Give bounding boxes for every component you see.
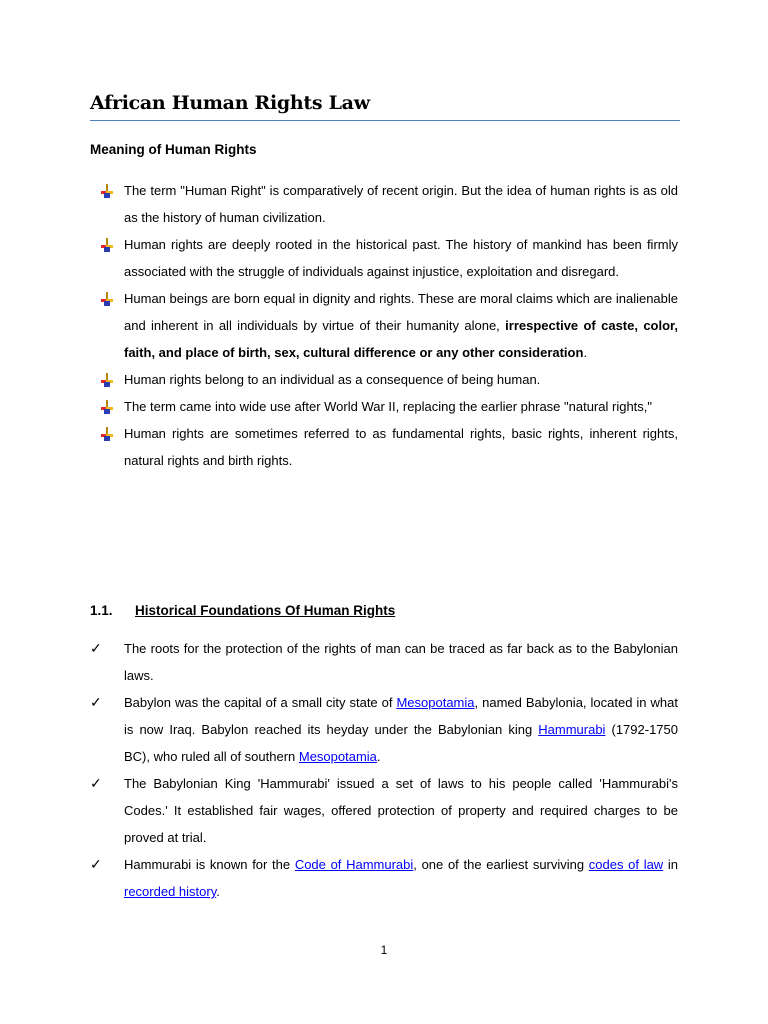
pushpin-bullet-icon (100, 427, 114, 441)
checkmark-icon: ✓ (90, 694, 102, 710)
pushpin-bullet-icon (100, 400, 114, 414)
history-checklist (90, 635, 679, 905)
item-text: , named Babylonia, located in what is now Iraq. Babylon reached its heyday under the Babylonian king (124, 695, 678, 737)
link-mesopotamia[interactable]: Mesopotamia (298, 749, 377, 764)
list-item (90, 689, 678, 770)
link-recorded-history[interactable]: recorded history (124, 884, 217, 899)
item-text: The Babylonian King 'Hammurabi' issued a set of laws to his people called 'Hammurabi's Codes.' It established fair wages, offered protection of property and required charges to be proved at trial. (124, 776, 678, 845)
item-text: The term came into wide use after World War II, replacing the earlier phrase "natural rights," (124, 399, 653, 414)
item-text: . (216, 884, 220, 899)
bold-text: irrespective of caste, color, faith, and place of birth, sex, cultural difference or any other consideration (124, 318, 679, 360)
link-hammurabi[interactable]: Hammurabi (538, 722, 606, 737)
list-item (100, 177, 678, 231)
list-item (100, 366, 678, 393)
list-item (100, 393, 678, 420)
list-item (100, 285, 678, 366)
checkmark-icon: ✓ (90, 640, 102, 656)
item-text: . (583, 345, 588, 360)
item-text: The term "Human Right" is comparatively of recent origin. But the idea of human rights is as old as the history of human civilization. (124, 183, 678, 225)
item-text: The roots for the protection of the rights of man can be traced as far back as to the Babylonian laws. (124, 641, 678, 683)
item-text: Babylon was the capital of a small city state of (124, 695, 397, 710)
list-item (90, 635, 678, 689)
link-codes-of-law[interactable]: codes of law (588, 857, 664, 872)
page-number: 1 (380, 943, 388, 957)
pushpin-bullet-icon (100, 184, 114, 198)
section-heading (90, 603, 395, 618)
checkmark-icon: ✓ (90, 775, 102, 791)
item-text: in (663, 857, 679, 872)
document-title: African Human Rights Law (90, 92, 680, 121)
item-text: (1792-1750 BC), who ruled all of southern (124, 722, 678, 764)
item-text: Human rights belong to an individual as a consequence of being human. (124, 372, 541, 387)
pushpin-bullet-icon (100, 292, 114, 306)
list-item (90, 851, 679, 905)
list-item (90, 770, 678, 851)
item-text: , one of the earliest surviving (413, 857, 589, 872)
pushpin-bullet-icon (100, 238, 114, 252)
meaning-bullet-list (100, 177, 678, 474)
section-number: 1.1. (90, 603, 113, 618)
subheading: Meaning of Human Rights (90, 142, 257, 157)
item-text: Human rights are deeply rooted in the historical past. The history of mankind has been firmly associated with the struggle of individuals against injustice, exploitation and disregard. (124, 237, 678, 279)
list-item (100, 420, 678, 474)
link-code-of-hammurabi[interactable]: Code of Hammurabi (294, 857, 414, 872)
checkmark-icon: ✓ (90, 856, 102, 872)
item-text: Human beings are born equal in dignity and rights. These are moral claims which are inalienable and inherent in all individuals by virtue of their humanity alone, (124, 291, 679, 333)
link-mesopotamia[interactable]: Mesopotamia (396, 695, 475, 710)
section-title: Historical Foundations Of Human Rights (135, 603, 396, 618)
item-text: . (376, 749, 381, 764)
pushpin-bullet-icon (100, 373, 114, 387)
item-text: Human rights are sometimes referred to as fundamental rights, basic rights, inherent rights, natural rights and birth rights. (124, 426, 678, 468)
item-text: Hammurabi is known for the (124, 857, 295, 872)
list-item (100, 231, 678, 285)
